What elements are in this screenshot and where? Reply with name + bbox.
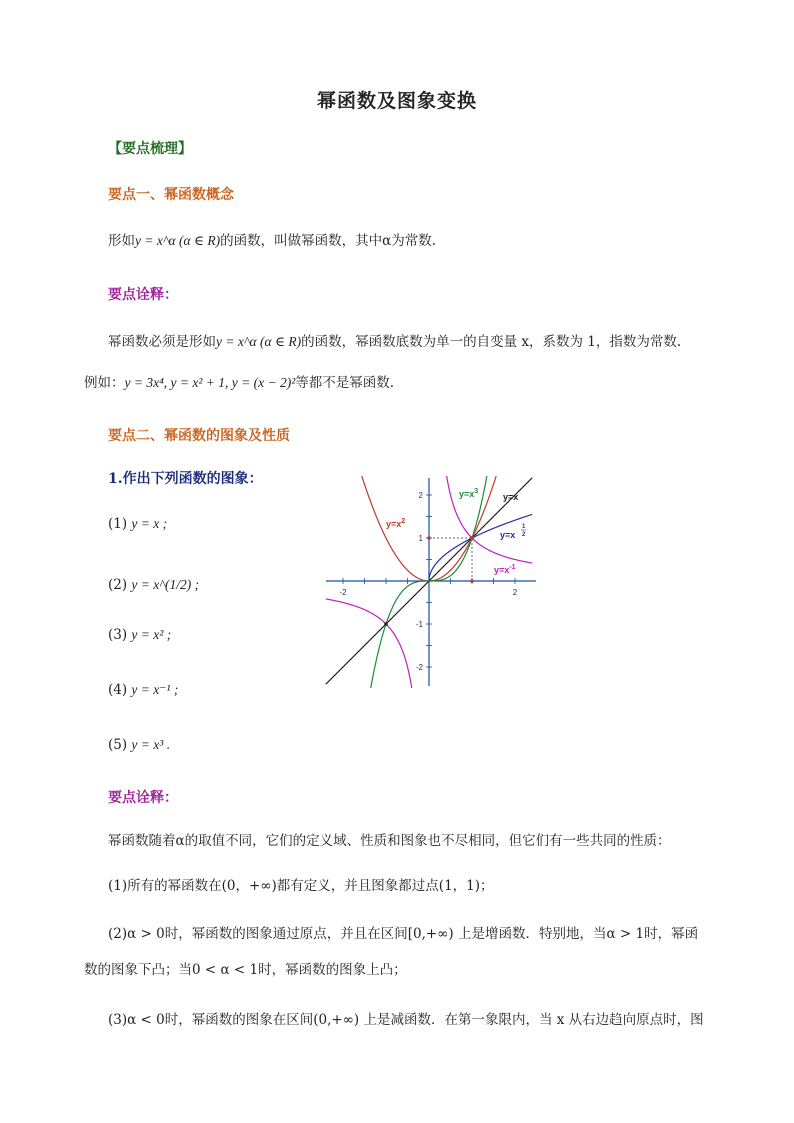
task-heading: 1.作出下列函数的图象： [108,471,263,487]
note1-heading: 要点诠释： [108,287,178,303]
item-num: (2) [108,577,128,593]
x-tick-label: 2 [512,588,518,597]
y-axis-point [427,536,431,540]
point2-heading: 要点二、幂函数的图象及性质 [108,428,290,444]
chart-labels [386,488,526,575]
def-formula: y = x^α (α ∈ R) [135,233,221,248]
intersection-point [470,536,474,540]
note2-p2-line1: (2)α > 0时，幂函数的图象通过原点，并且在区间[0,+∞) 上是增函数．特别地，当α > 1时，幂函 [108,926,699,942]
page-title: 幂函数及图象变换 [316,90,477,112]
definition-line [108,231,436,251]
note1-line1-pre: 幂函数必须是形如 [108,334,216,350]
note1-line1 [108,332,681,352]
item-formula: y = x⁻¹ ; [131,682,179,697]
note1-line1-post: 的函数，幂函数底数为单一的自变量 x，系数为 1，指数为常数. [301,334,682,350]
section-header: 【要点梳理】 [108,141,192,157]
x-axis-point [470,579,474,583]
point1-heading: 要点一、幂函数概念 [108,187,234,203]
y-tick-label: -2 [415,663,423,672]
note1-line1-formula: y = x^α (α ∈ R) [216,334,302,349]
note2-p2-line2: 数的图象下凸；当0 < α < 1时，幂函数的图象上凸； [84,962,407,978]
note2-intro: 幂函数随着α的取值不同，它们的定义域、性质和图象也不尽相同，但它们有一些共同的性质： [108,833,671,849]
function-item-2 [108,577,199,593]
label-x-inverse: $y=x^{-1}$ [494,564,516,575]
chart-axes [326,478,536,686]
item-formula: y = x³ . [131,737,171,752]
label-x-squared: $y=x^2$ [386,518,406,529]
item-num: (4) [108,682,128,698]
item-num: (5) [108,737,128,753]
label-x: y=x [503,492,519,502]
item-formula: y = x^(1/2) ; [131,577,200,592]
y-tick-label: -1 [415,620,423,629]
item-formula: y = x² ; [131,627,172,642]
power-function-chart [322,476,538,688]
item-num: (3) [108,627,128,643]
curve-y-equals-x-inverse-left [326,599,412,688]
def-pre: 形如 [108,233,135,249]
label-half-denominator: 2 [522,532,526,538]
item-formula: y = x ; [131,516,168,531]
label-half-numerator: 1 [522,524,526,530]
note2-p1: (1)所有的幂函数在(0，+∞)都有定义，并且图象都过点(1，1)； [108,878,494,894]
y-tick-label: 2 [418,491,423,500]
y-tick-label: 1 [418,534,423,543]
function-item-1 [108,516,167,532]
function-item-5 [108,737,170,753]
note1-line2-pre: 例如： [84,375,125,391]
note2-heading: 要点诠释： [108,790,178,806]
item-num: (1) [108,516,128,532]
label-x-cubed: $y=x^3$ [459,488,479,499]
curve-y-equals-sqrt-x [429,514,532,581]
label-sqrt-x: y=x [500,530,516,540]
def-post: 的函数，叫做幂函数，其中α为常数. [220,233,436,249]
x-tick-label: -2 [339,588,347,597]
neg-point [384,622,388,626]
note1-line2-post: 等都不是幂函数. [295,375,395,391]
note2-p3-line1: (3)α < 0时，幂函数的图象在区间(0,+∞) 上是减函数．在第一象限内，当 x 从右边趋向原点时，图 [108,1012,704,1028]
note1-line2-formula: y = 3x⁴, y = x² + 1, y = (x − 2)² [124,375,296,390]
function-item-3 [108,627,171,643]
function-item-4 [108,682,178,698]
note1-line2 [84,373,394,393]
